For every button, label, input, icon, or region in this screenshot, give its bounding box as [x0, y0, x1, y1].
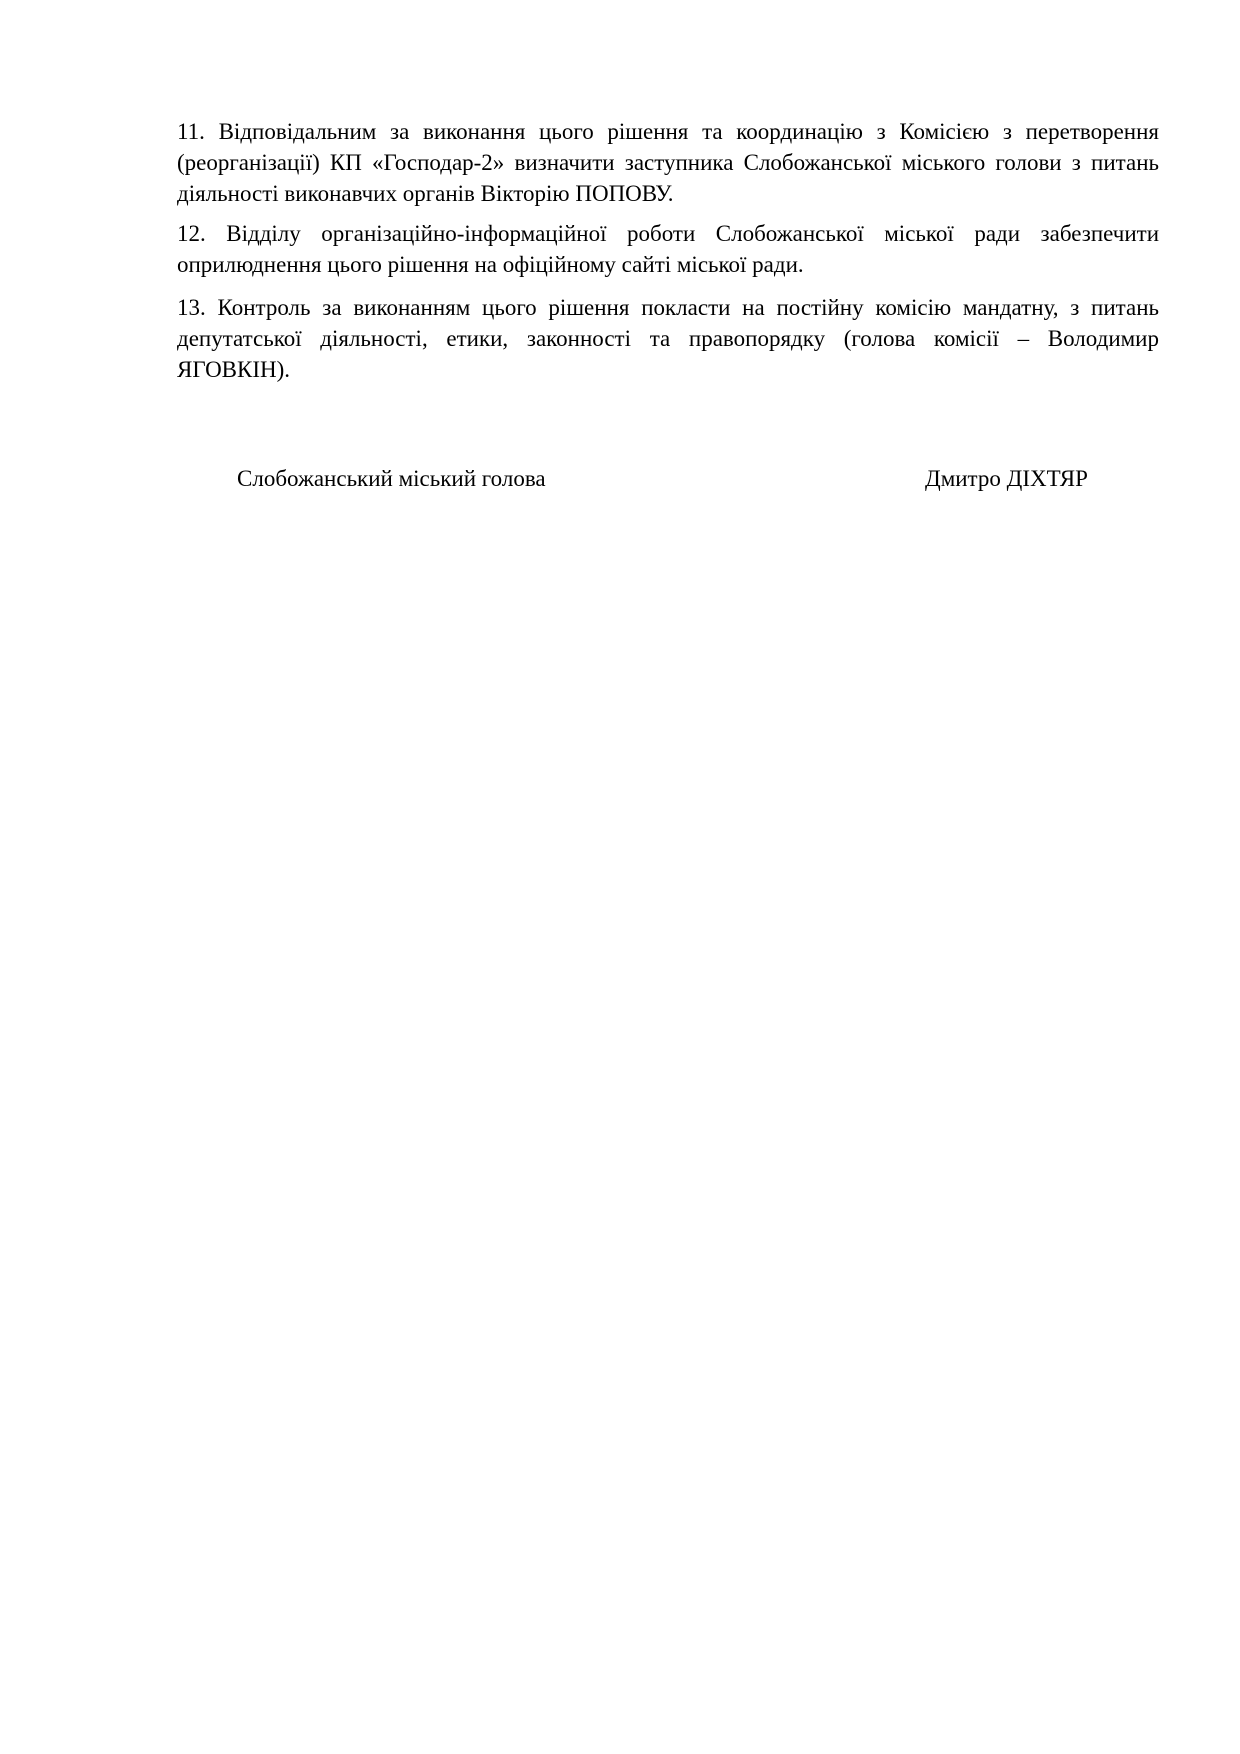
paragraph-number: 11. — [177, 119, 205, 144]
signatory-title: Слобожанський міський голова — [237, 466, 546, 491]
paragraph-number: 13. — [177, 295, 206, 320]
paragraph-11 — [177, 116, 1159, 209]
signatory-name: Дмитро ДІХТЯР — [925, 466, 1088, 491]
document-body — [177, 116, 1159, 385]
paragraph-12 — [177, 218, 1159, 280]
paragraph-13 — [177, 292, 1159, 385]
paragraph-text: Відділу організаційно-інформаційної роботи Слобожанської міської ради забезпечити оприлюднення цього рішення на офіційному сайті міської ради. — [177, 221, 1160, 277]
paragraph-text: Відповідальним за виконання цього рішення та координацію з Комісією з перетворення (реорганізації) КП «Господар-2» визначити заступника Слобожанської міського голови з питань діяльності виконавчих органів Вікторію ПОПОВУ. — [177, 119, 1160, 206]
paragraph-text: Контроль за виконанням цього рішення покласти на постійну комісію мандатну, з питань депутатської діяльності, етики, законності та правопорядку (голова комісії – Володимир ЯГОВКІН). — [177, 295, 1159, 382]
paragraph-number: 12. — [177, 221, 206, 246]
